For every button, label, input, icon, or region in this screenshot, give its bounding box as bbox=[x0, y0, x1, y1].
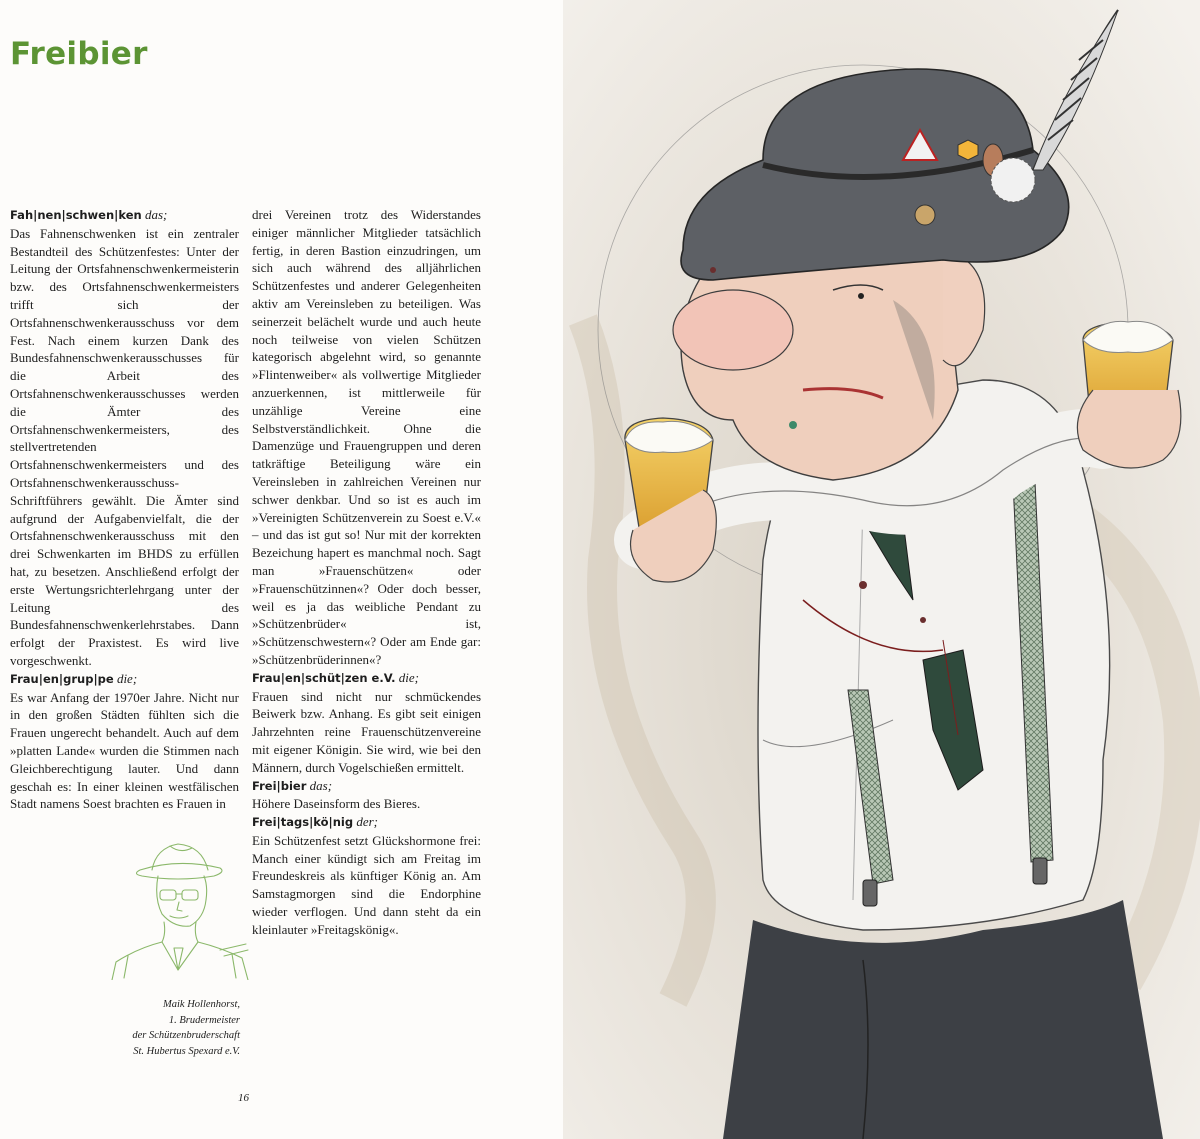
entry-gender: das; bbox=[144, 207, 168, 222]
caption-name: Maik Hollenhorst, bbox=[163, 999, 240, 1010]
hand-right bbox=[1077, 390, 1180, 468]
portrait-caption bbox=[40, 997, 240, 1059]
text-column-2 bbox=[252, 206, 481, 939]
text-column-1 bbox=[10, 206, 239, 813]
marksman-illustration bbox=[563, 0, 1200, 1139]
page-number: 16 bbox=[238, 1092, 249, 1104]
entry-text: Ein Schützenfest setzt Glückshormone frei: Manch einer kündigt sich am Freitag im Freundeskreis als künftiger König an. Am Samstagmorgen sind die Endorphine wieder verflogen. Und dann steht da ein kleinlauter »Freitagskönig«. bbox=[252, 832, 481, 937]
entry-text: Höhere Daseinsform des Bieres. bbox=[252, 796, 421, 812]
entry-text: Frauen sind nicht nur schmückendes Beiwerk bzw. Anhang. Es gibt seit einigen Jahrzehnten reine Frauenschützenvereine mit eigener Königin. Sie wird, wie bei den Männern, durch Vogelschießen ermittelt. bbox=[252, 688, 481, 775]
entry-text: drei Vereinen trotz des Widerstandes einiger männlicher Mitglieder tatsächlich fertig, in deren Bastion einzudringen, um sich auch während des alljährlichen Schützenfestes und anderer Gelegenheiten aktiv am Vereinsleben zu beteiligen. Was seinerzeit belächelt wurde und auch heute noch teilweise von vielen Schützen kategorisch abgelehnt wird, so genannte »Flintenweiber« als vollwertige Mitglieder anzuerkennen, ist mittlerweile für unzählige Vereine eine Selbstverständlichkeit. Ohne die Damenzüge und Frauengruppen und deren tatkräftige Beteiligung wäre ein Vereinsleben in zahlreichen Vereinen nur schwer denkbar. Und so ist es auch im »Vereinigten Schützenverein zu Soest e.V.« – und das ist gut so! Nur mit der korrekten Bezeichung hapert es manchmal noch. Sagt man »Frauenschützen« oder »Frauenschützinnen«? Oder doch besser, weil es ja das weibliche Pendant zu »Schützenbrüder« ist, »Schützenschwestern«? Oder am Ende gar: »Schützenbrüderinnen«? bbox=[252, 207, 481, 667]
nose bbox=[673, 290, 793, 370]
left-page bbox=[0, 0, 563, 1139]
entry-term: Frau|en|grup|pe bbox=[10, 671, 114, 686]
author-portrait-sketch bbox=[108, 830, 250, 980]
entry-gender: die; bbox=[116, 670, 138, 686]
entry-gender: der; bbox=[356, 814, 378, 830]
entry-term: Frau|en|schüt|zen e.V. bbox=[252, 670, 396, 685]
entry-term: Fah|nen|schwen|ken bbox=[10, 208, 142, 222]
caption-club: St. Hubertus Spexard e.V. bbox=[133, 1045, 240, 1057]
entry-heading bbox=[10, 670, 239, 689]
hat-edelweiss-icon bbox=[991, 158, 1035, 202]
entry-text: Es war Anfang der 1970er Jahre. Nicht nur in den großen Städten fühlten sich die Frauen ungerecht behandelt. Auch auf dem »platten Lande« wurden die Stimmen nach Gleichberechtigung lauter. Und dann geschah es: In einer kleinen westfälischen Stadt namens Soest brachten es Frauen in bbox=[10, 689, 239, 812]
entry-term: Frei|bier bbox=[252, 778, 307, 793]
caption-role: 1. Brudermeister bbox=[168, 1014, 240, 1026]
entry-text: Das Fahnenschwenken ist ein zentraler Bestandteil des Schützenfestes: Unter der Leitung der Ortsfahnenschwenkermeisterin bzw. des Ortsfahnenschwenkermeisters trifft sich der Ortsfahnenschwenkerausschuss vor dem Fest. Nach einem kurzen Dank des Bundesfahnenschwenkerausschusses für die Arbeit des Ortsfahnenschwenkerausschusses werden die Ämter des Ortsfahnenschwenkermeisters, des stellvertretenden Ortsfahnenschwenkermeisters und des Ortsfahnenschwenkerausschuss-Schriftführers gewählt. Die Ämter sind aufgrund der Aufgabenvielfalt, die der Ortsfahnenschwenkerausschuss mit den drei Schwenkarten im BHDS zu erfüllen hat, zu besetzen. Anschließend erfolgt der erste Wertungsrichterlehrgang unter der Leitung des Bundesfahnenschwenkerlehrstabes. Dann erfolgt der Praxistest. Es wird live vorgeschwenkt. bbox=[10, 225, 239, 668]
entry-heading bbox=[252, 669, 481, 688]
entry-heading bbox=[10, 206, 239, 225]
entry-heading bbox=[252, 813, 481, 832]
caption-organisation: der Schützenbruderschaft bbox=[132, 1030, 240, 1042]
entry-term: Frei|tags|kö|nig bbox=[252, 815, 354, 830]
entry-gender: die; bbox=[398, 669, 419, 685]
entry-heading bbox=[252, 777, 481, 796]
entry-gender: das; bbox=[309, 777, 333, 793]
right-page bbox=[563, 0, 1200, 1139]
page-title: Freibier bbox=[10, 36, 148, 72]
